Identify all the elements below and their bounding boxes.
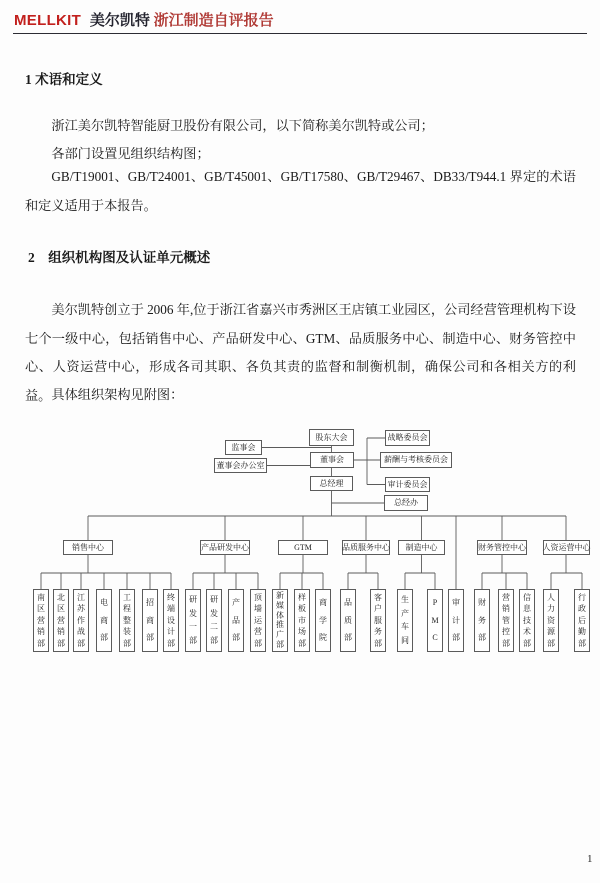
page-number: 1 <box>587 853 593 865</box>
section2-heading: 2 组织机构图及认证单元概述 <box>28 250 211 265</box>
org-node-dept-engineering: 工 程 整 装 部 <box>119 589 135 652</box>
org-node-dept-audit: 审 计 部 <box>448 589 464 652</box>
section2-paragraph-1: 美尔凯特创立于 2006 年,位于浙江省嘉兴市秀洲区王店镇工业园区，公司经营管理机构下设七个一级中心，包括销售中心、产品研发中心、GTM、品质服务中心、制造中心、财务管控中心、人资运营中心，形成各司其职、各负其责的监督和制衡机制，确保公司和各相关方的利益。 <box>25 302 576 403</box>
org-node-center-sales: 销售中心 <box>63 540 113 555</box>
org-node-dept-rd2: 研 发 二 部 <box>206 589 222 652</box>
org-node-dept-south-marketing: 南 区 营 销 部 <box>33 589 49 652</box>
page-header <box>14 9 274 30</box>
org-node-dept-admin-logistics: 行 政 后 勤 部 <box>574 589 590 652</box>
org-node-dept-new-media: 新 媒 体 推 广 部 <box>272 589 288 652</box>
header-title-report: 浙江制造自评报告 <box>153 13 274 29</box>
header-title-company: 美尔凯特 <box>89 13 150 29</box>
org-node-center-finance-control: 财务管控中心 <box>477 540 527 555</box>
org-node-dept-sample-market: 样 板 市 场 部 <box>294 589 310 652</box>
header-divider <box>13 33 587 34</box>
org-node-center-rd: 产品研发中心 <box>200 540 250 555</box>
org-node-dept-pmc: P M C <box>427 589 443 652</box>
org-node-dept-ceiling-ops: 顶 墙 运 营 部 <box>250 589 266 652</box>
org-node-center-gtm: GTM <box>278 540 328 555</box>
org-node-dept-north-marketing: 北 区 营 销 部 <box>53 589 69 652</box>
org-node-dept-product: 产 品 部 <box>228 589 244 652</box>
org-node-board-of-directors: 董事会 <box>310 452 354 468</box>
org-node-dept-rd1: 研 发 一 部 <box>185 589 201 652</box>
org-node-center-hr-operations: 人资运营中心 <box>543 540 590 555</box>
org-node-board-office: 董事会办公室 <box>214 458 267 473</box>
org-node-dept-customer-service: 客 户 服 务 部 <box>370 589 386 652</box>
section1-paragraph-2: 各部门设置见组织结构图； <box>51 146 210 161</box>
org-node-dept-ecommerce: 电 商 部 <box>96 589 112 652</box>
org-node-general-manager: 总经理 <box>310 476 353 491</box>
org-node-dept-business-school: 商 学 院 <box>315 589 331 652</box>
org-node-compensation-committee: 薪酬与考核委员会 <box>380 452 452 468</box>
org-node-center-quality-service: 品质服务中心 <box>342 540 390 555</box>
org-node-dept-jiangsu-ops: 江 苏 作 战 部 <box>73 589 89 652</box>
org-node-dept-investment: 招 商 部 <box>142 589 158 652</box>
org-node-dept-terminal-design: 终 端 设 计 部 <box>163 589 179 652</box>
org-chart <box>0 420 600 675</box>
section1-paragraph-1: 浙江美尔凯特智能厨卫股份有限公司，以下简称美尔凯特或公司； <box>51 118 434 133</box>
org-node-strategy-committee: 战略委员会 <box>385 430 430 446</box>
org-node-dept-quality: 品 质 部 <box>340 589 356 652</box>
org-node-dept-it: 信 息 技 术 部 <box>519 589 535 652</box>
org-node-gm-office: 总经办 <box>384 495 428 511</box>
org-node-dept-marketing-control: 营 销 管 控 部 <box>498 589 514 652</box>
org-node-dept-finance: 财 务 部 <box>474 589 490 652</box>
org-node-supervisory-board: 监事会 <box>225 440 262 455</box>
org-node-audit-committee: 审计委员会 <box>385 477 430 492</box>
org-node-dept-human-resources: 人 力 资 源 部 <box>543 589 559 652</box>
brand-logo-text: MELLKIT <box>14 12 82 29</box>
org-node-center-manufacturing: 制造中心 <box>398 540 445 555</box>
org-node-shareholders-meeting: 股东大会 <box>309 429 354 446</box>
org-node-dept-production: 生 产 车 间 <box>397 589 413 652</box>
section1-paragraph-3: GB/T19001、GB/T24001、GB/T45001、GB/T17580、GB/T29467、DB33/T944.1 界定的术语和定义适用于本报告。 <box>25 169 576 213</box>
section2-paragraph-2: 具体组织架构见附图： <box>51 387 184 402</box>
section1-heading: 1 术语和定义 <box>25 72 103 87</box>
